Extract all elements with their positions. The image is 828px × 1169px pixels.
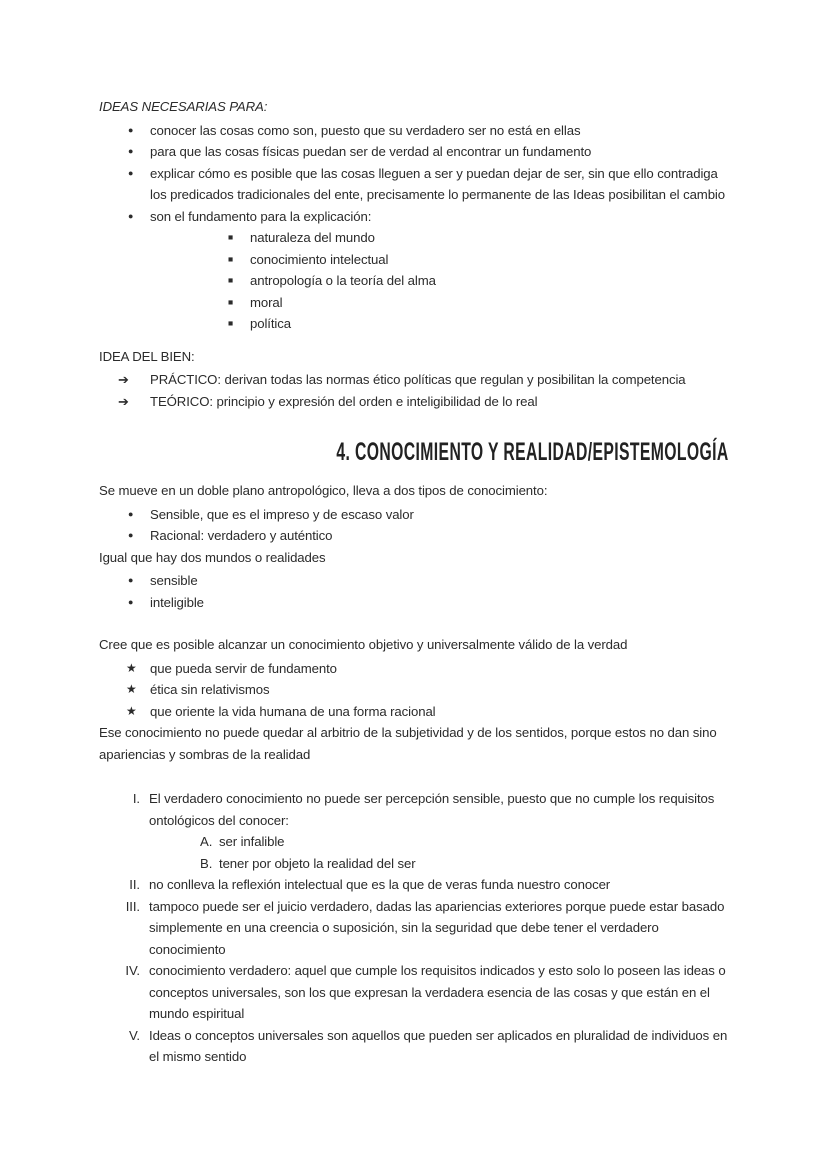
- list-item-text: Racional: verdadero y auténtico: [150, 528, 333, 543]
- bullet-icon: ●: [128, 508, 134, 519]
- letter-marker: B.: [200, 855, 213, 871]
- list-item-text: inteligible: [150, 594, 204, 610]
- list-item-text: naturaleza del mundo: [250, 230, 375, 245]
- list-item-text: ser infalible: [219, 834, 285, 849]
- bullet-icon: ●: [128, 146, 134, 156]
- star-icon: ★: [126, 660, 137, 675]
- arrow-right-icon: ➔: [118, 393, 129, 409]
- list-item-text: El verdadero conocimiento no puede ser percepción sensible, puesto que no cumple los requisitos ontológicos del conocer:: [149, 791, 715, 828]
- roman-numeral: II.: [129, 877, 140, 892]
- list-item-text: PRÁCTICO: derivan todas las normas ético políticas que regulan y posibilitan la competencia: [150, 372, 686, 387]
- list-item-text: Ideas o conceptos universales son aquellos que pueden ser aplicados en pluralidad de individuos en el mismo sentido: [149, 1027, 728, 1064]
- list-item: [99, 206, 729, 228]
- list-item: [99, 831, 729, 853]
- list-item: [99, 679, 729, 701]
- square-bullet-icon: ■: [228, 232, 234, 242]
- list-item: [99, 270, 729, 292]
- list-item: [99, 504, 729, 526]
- list-item: [99, 141, 729, 163]
- bullet-icon: ●: [128, 210, 134, 221]
- list-item: [99, 960, 729, 1025]
- bullet-icon: ●: [128, 124, 134, 135]
- list-item: [99, 592, 729, 614]
- list-item-text: sensible: [150, 573, 198, 588]
- list-item: [99, 853, 729, 875]
- star-icon: ★: [126, 682, 137, 696]
- list-item: [99, 227, 729, 249]
- square-bullet-icon: ■: [228, 296, 234, 307]
- spacer: [99, 613, 729, 634]
- letter-marker: A.: [200, 834, 213, 849]
- roman-numeral: III.: [125, 898, 140, 914]
- list-item: [99, 163, 729, 206]
- spacer: [99, 335, 729, 346]
- list-item: [99, 874, 729, 896]
- list-item: [99, 525, 729, 547]
- roman-numeral: I.: [132, 791, 140, 806]
- page-title: 4. CONOCIMIENTO Y REALIDAD/EPISTEMOLOGÍA: [336, 438, 729, 466]
- paragraph-intro-dos-mundos: Igual que hay dos mundos o realidades: [99, 549, 326, 565]
- list-item-text: para que las cosas físicas puedan ser de verdad al encontrar un fundamento: [150, 144, 592, 159]
- list-item: [99, 896, 729, 961]
- list-item-text: Sensible, que es el impreso y de escaso valor: [150, 506, 414, 522]
- list-item: [99, 570, 729, 592]
- bullet-icon: ●: [128, 575, 134, 585]
- list-item-text: son el fundamento para la explicación:: [150, 208, 372, 224]
- list-item-text: TEÓRICO: principio y expresión del orden e inteligibilidad de lo real: [150, 393, 538, 409]
- arrow-right-icon: ➔: [118, 372, 129, 387]
- square-bullet-icon: ■: [228, 318, 234, 328]
- list-item-text: conocimiento verdadero: aquel que cumple los requisitos indicados y esto solo lo poseen las ideas o conceptos universales, son los que expresan la verdadera esencia de las cosas y que están en el mundo espiritual: [149, 963, 726, 1021]
- bullet-icon: ●: [128, 530, 134, 540]
- list-item: [99, 1025, 729, 1068]
- paragraph-arbitrio-subjetividad: Ese conocimiento no puede quedar al arbitrio de la subjetividad y de los sentidos, porque estos no dan sino apariencias y sombras de la realidad: [99, 725, 717, 762]
- square-bullet-icon: ■: [228, 253, 234, 264]
- list-item: [99, 292, 729, 314]
- paragraph-intro-doble-plano: Se mueve en un doble plano antropológico, lleva a dos tipos de conocimiento:: [99, 483, 548, 498]
- square-bullet-icon: ■: [228, 275, 234, 285]
- list-item-text: ética sin relativismos: [150, 682, 270, 697]
- list-item-text: tener por objeto la realidad del ser: [219, 855, 416, 871]
- list-item-text: política: [250, 316, 291, 331]
- list-item: [99, 701, 729, 723]
- list-item-text: que pueda servir de fundamento: [150, 660, 337, 676]
- list-item-text: que oriente la vida humana de una forma racional: [150, 703, 436, 719]
- spacer: [99, 767, 729, 788]
- list-item-text: tampoco puede ser el juicio verdadero, dadas las apariencias exteriores porque puede estar basado simplemente en una creencia o suposición, sin la seguridad que debe tener el verdadero conocimiento: [149, 898, 725, 957]
- section-title-wrapper: [99, 438, 729, 468]
- list-item: [99, 658, 729, 680]
- list-item: [99, 391, 729, 413]
- bullet-icon: ●: [128, 596, 134, 607]
- list-item-text: explicar cómo es posible que las cosas lleguen a ser y puedan dejar de ser, sin que ello contradiga los predicados tradicionales del ente, precisamente lo permanente de las Ideas posibilitan el cambio: [150, 165, 725, 202]
- section-heading-idea-del-bien: IDEA DEL BIEN:: [99, 348, 195, 364]
- roman-numeral: V.: [128, 1027, 140, 1043]
- list-item: [99, 120, 729, 142]
- list-item: [99, 369, 729, 391]
- section-heading-ideas-necesarias: IDEAS NECESARIAS PARA:: [99, 99, 268, 114]
- paragraph-intro-conocimiento-objetivo: Cree que es posible alcanzar un conocimiento objetivo y universalmente válido de la verdad: [99, 637, 628, 652]
- bullet-icon: ●: [128, 167, 134, 178]
- star-icon: ★: [126, 703, 137, 718]
- list-item: [99, 313, 729, 335]
- list-item-text: conocer las cosas como son, puesto que su verdadero ser no está en ellas: [150, 122, 581, 138]
- list-item-text: moral: [250, 294, 283, 310]
- list-item-text: no conlleva la reflexión intelectual que es la que de veras funda nuestro conocer: [149, 877, 611, 892]
- roman-numeral: IV.: [125, 963, 140, 978]
- document-content: [99, 96, 729, 1068]
- list-item-text: antropología o la teoría del alma: [250, 273, 436, 288]
- list-item: [99, 249, 729, 271]
- list-item-text: conocimiento intelectual: [250, 251, 389, 267]
- list-item: [99, 788, 729, 831]
